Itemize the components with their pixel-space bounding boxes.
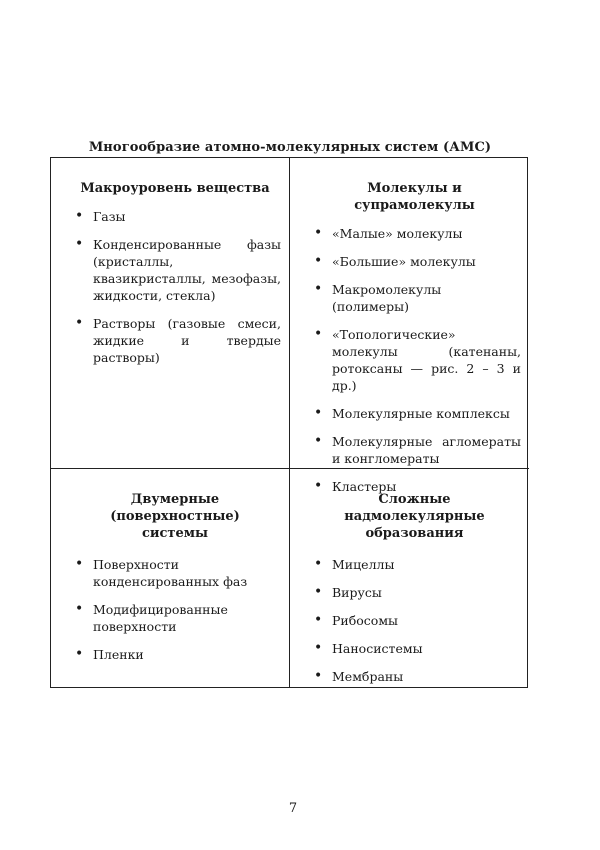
list-item	[69, 556, 281, 590]
bullet-icon: •	[75, 601, 84, 617]
list-item	[308, 225, 521, 242]
bullet-icon: •	[314, 584, 323, 600]
list-item	[308, 405, 521, 422]
bullet-icon: •	[314, 556, 323, 572]
cell-molecules	[290, 158, 529, 494]
list-item-text: Молекулярные агломераты и конгломераты	[332, 434, 521, 466]
bullet-icon: •	[314, 668, 323, 684]
bullet-icon: •	[75, 315, 84, 331]
list-item	[69, 315, 281, 366]
bullet-icon: •	[75, 646, 84, 662]
item-list	[69, 208, 281, 366]
bullet-icon: •	[314, 640, 323, 656]
item-list	[308, 225, 521, 495]
bullet-icon: •	[75, 208, 84, 224]
bullet-icon: •	[314, 478, 323, 494]
list-item	[69, 236, 281, 304]
bullet-icon: •	[75, 236, 84, 252]
list-item-text: Поверхности конденсированных фаз	[93, 557, 248, 589]
cell-title: Макроуровень вещества	[80, 181, 270, 196]
list-item-text: Газы	[93, 209, 126, 224]
list-item-text: Вирусы	[332, 585, 382, 600]
list-item-text: «Большие» молекулы	[332, 254, 476, 269]
list-item-text: Наносистемы	[332, 641, 423, 656]
cell-title: Молекулы и супрамолекулы	[354, 181, 475, 213]
bullet-icon: •	[314, 225, 323, 241]
bullet-icon: •	[314, 405, 323, 421]
list-item	[308, 556, 521, 573]
list-item-text: Мембраны	[332, 669, 404, 684]
page-title: Многообразие атомно-молекулярных систем (АМС)	[88, 140, 492, 155]
cell-macro-level	[51, 158, 290, 469]
bullet-icon: •	[314, 253, 323, 269]
cell-title: Двумерные (поверхностные) системы	[110, 492, 240, 541]
bullet-icon: •	[314, 326, 323, 342]
list-item-text: Растворы (газовые смеси, жидкие и твердые растворы)	[93, 316, 281, 365]
list-item	[308, 478, 521, 495]
ams-classification-table	[50, 157, 528, 688]
list-item-text: Пленки	[93, 647, 144, 662]
list-item	[308, 326, 521, 394]
list-item-text: «Малые» молекулы	[332, 226, 463, 241]
list-item-text: Макромолекулы (полимеры)	[332, 282, 442, 314]
list-item	[308, 640, 521, 657]
item-list	[69, 556, 281, 663]
list-item-text: Молекулярные комплексы	[332, 406, 510, 421]
bullet-icon: •	[314, 281, 323, 297]
list-item	[308, 253, 521, 270]
cell-supramolecular	[290, 469, 529, 687]
list-item-text: Кластеры	[332, 479, 397, 494]
bullet-icon: •	[75, 556, 84, 572]
list-item	[308, 433, 521, 467]
bullet-icon: •	[314, 612, 323, 628]
page-number: 7	[288, 801, 298, 816]
list-item	[308, 612, 521, 629]
list-item-text: Рибосомы	[332, 613, 398, 628]
list-item-text: Конденсированные фазы (кристаллы, квазикристаллы, мезофазы, жидкости, стекла)	[93, 237, 281, 303]
list-item	[69, 646, 281, 663]
list-item-text: Мицеллы	[332, 557, 395, 572]
list-item	[69, 601, 281, 635]
cell-two-dimensional	[51, 469, 290, 687]
list-item-text: «Топологические» молекулы (катенаны, ротоксаны — рис. 2 – 3 и др.)	[332, 327, 521, 393]
list-item	[308, 584, 521, 601]
cell-title: Сложные надмолекулярные образования	[344, 492, 485, 541]
item-list	[308, 556, 521, 685]
list-item-text: Модифицированные поверхности	[93, 602, 228, 634]
bullet-icon: •	[314, 433, 323, 449]
list-item	[308, 281, 521, 315]
list-item	[308, 668, 521, 685]
list-item	[69, 208, 281, 225]
